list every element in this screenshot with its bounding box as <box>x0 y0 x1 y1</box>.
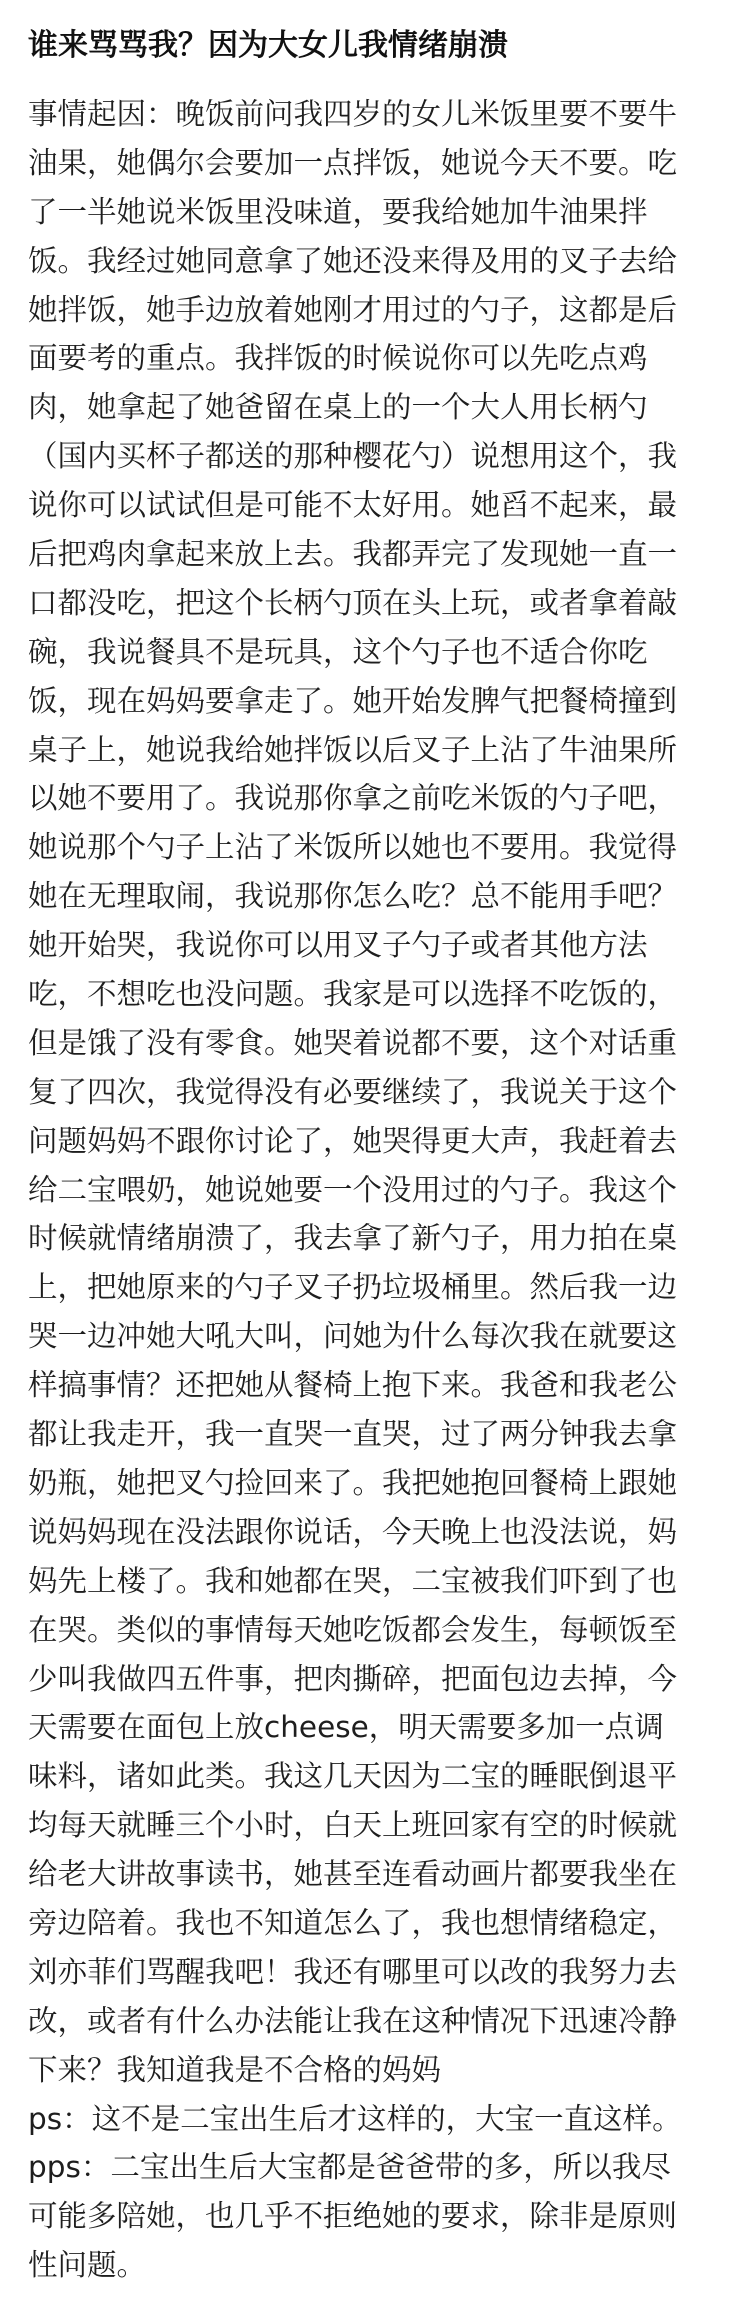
body-line: （国内买杯子都送的那种樱花勺）说想用这个，我 <box>28 439 678 474</box>
body-line: 口都没吃，把这个长柄勺顶在头上玩，或者拿着敲 <box>28 585 678 620</box>
body-line: 饭，现在妈妈要拿走了。她开始发脾气把餐椅撞到 <box>28 683 678 718</box>
body-line: 她说那个勺子上沾了米饭所以她也不要用。我觉得 <box>28 830 678 865</box>
body-line: 桌子上，她说我给她拌饭以后叉子上沾了牛油果所 <box>28 732 678 767</box>
body-line: 面要考的重点。我拌饭的时候说你可以先吃点鸡 <box>28 341 648 376</box>
body-line: 饭。我经过她同意拿了她还没来得及用的叉子去给 <box>28 243 678 278</box>
body-line: 问题妈妈不跟你讨论了，她哭得更大声，我赶着去 <box>28 1123 678 1158</box>
body-line: 奶瓶，她把叉勺捡回来了。我把她抱回餐椅上跟她 <box>28 1465 678 1500</box>
body-line: 给二宝喂奶，她说她要一个没用过的勺子。我这个 <box>28 1172 678 1207</box>
body-line: 说妈妈现在没法跟你说话，今天晚上也没法说，妈 <box>28 1514 678 1549</box>
body-line: 少叫我做四五件事，把肉撕碎，把面包边去掉，今 <box>28 1661 678 1696</box>
body-line: 在哭。类似的事情每天她吃饭都会发生，每顿饭至 <box>28 1612 678 1647</box>
body-line: 刘亦菲们骂醒我吧！我还有哪里可以改的我努力去 <box>28 1954 678 1989</box>
body-line: 下来？我知道我是不合格的妈妈 <box>28 2052 442 2087</box>
body-line: 天需要在面包上放cheese，明天需要多加一点调 <box>28 1710 664 1745</box>
body-line: 改，或者有什么办法能让我在这种情况下迅速冷静 <box>28 2003 678 2038</box>
body-line: 复了四次，我觉得没有必要继续了，我说关于这个 <box>28 1074 678 1109</box>
body-line: 油果，她偶尔会要加一点拌饭，她说今天不要。吃 <box>28 145 678 180</box>
body-line: 给老大讲故事读书，她甚至连看动画片都要我坐在 <box>28 1857 678 1892</box>
body-line: 但是饿了没有零食。她哭着说都不要，这个对话重 <box>28 1025 678 1060</box>
body-line: 均每天就睡三个小时，白天上班回家有空的时候就 <box>28 1808 678 1843</box>
body-line: 样搞事情？还把她从餐椅上抱下来。我爸和我老公 <box>28 1368 678 1403</box>
post <box>28 0 728 2290</box>
ps-paragraph <box>28 2095 728 2291</box>
main-paragraph <box>28 90 728 2095</box>
body-line: 妈先上楼了。我和她都在哭，二宝被我们吓到了也 <box>28 1563 678 1598</box>
body-line: 味料，诸如此类。我这几天因为二宝的睡眠倒退平 <box>28 1759 678 1794</box>
body-line: 时候就情绪崩溃了，我去拿了新勺子，用力拍在桌 <box>28 1221 678 1256</box>
pps-line: 性问题。 <box>28 2248 147 2283</box>
body-line: 哭一边冲她大吼大叫，问她为什么每次我在就要这 <box>28 1319 678 1354</box>
body-line: 都让我走开，我一直哭一直哭，过了两分钟我去拿 <box>28 1417 678 1452</box>
body-line: 她开始哭，我说你可以用叉子勺子或者其他方法 <box>28 928 648 963</box>
body-line: 上，把她原来的勺子叉子扔垃圾桶里。然后我一边 <box>28 1270 678 1305</box>
body-line: 事情起因：晚饭前问我四岁的女儿米饭里要不要牛 <box>28 97 678 131</box>
pps-line: pps：二宝出生后大宝都是爸爸带的多，所以我尽 <box>28 2150 671 2185</box>
body-line: 旁边陪着。我也不知道怎么了，我也想情绪稳定， <box>28 1905 678 1940</box>
body-line: 她拌饭，她手边放着她刚才用过的勺子，这都是后 <box>28 292 678 327</box>
body-line: 以她不要用了。我说那你拿之前吃米饭的勺子吧， <box>28 781 678 816</box>
body-line: 碗，我说餐具不是玩具，这个勺子也不适合你吃 <box>28 634 648 669</box>
body-line: 吃，不想吃也没问题。我家是可以选择不吃饭的， <box>28 977 678 1012</box>
body-line: 说你可以试试但是可能不太好用。她舀不起来，最 <box>28 488 678 523</box>
body-line: 了一半她说米饭里没味道，要我给她加牛油果拌 <box>28 194 648 229</box>
post-title: 谁来骂骂我？因为大女儿我情绪崩溃 <box>28 28 508 63</box>
ps-line: ps：这不是二宝出生后才这样的，大宝一直这样。 <box>28 2101 682 2136</box>
post-body <box>28 90 728 2290</box>
body-line: 后把鸡肉拿起来放上去。我都弄完了发现她一直一 <box>28 537 678 572</box>
body-line: 肉，她拿起了她爸留在桌上的一个大人用长柄勺 <box>28 390 648 425</box>
pps-line: 可能多陪她，也几乎不拒绝她的要求，除非是原则 <box>28 2199 678 2234</box>
body-line: 她在无理取闹，我说那你怎么吃？总不能用手吧？ <box>28 879 678 914</box>
